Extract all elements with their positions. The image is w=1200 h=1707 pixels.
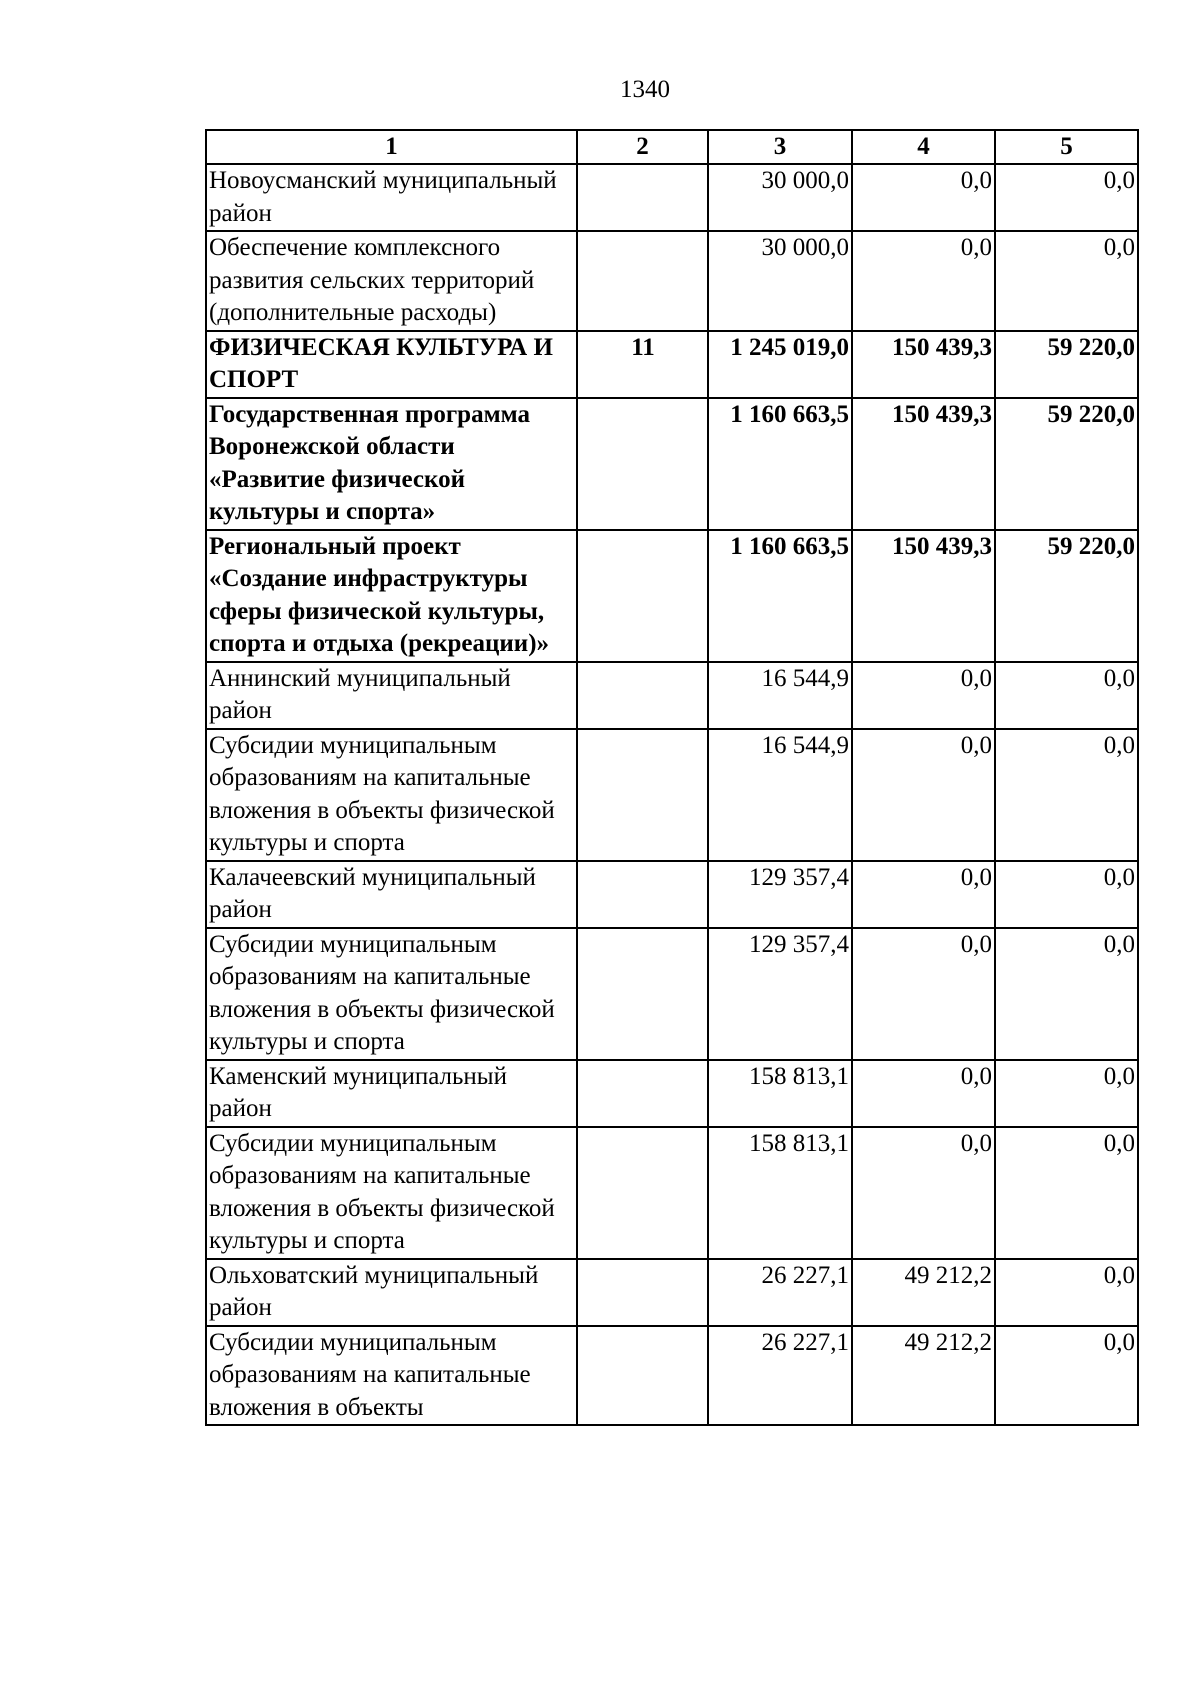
row-col5-cell: 0,0 (995, 1060, 1138, 1127)
header-cell-1: 1 (206, 130, 577, 164)
table-body (206, 164, 1138, 1425)
header-cell-2: 2 (577, 130, 708, 164)
row-name-cell: Калачеевский муниципальный район (206, 861, 577, 928)
row-col3-cell: 16 544,9 (708, 662, 852, 729)
row-col4-cell: 0,0 (852, 1127, 995, 1259)
row-code-cell (577, 1259, 708, 1326)
header-cell-5: 5 (995, 130, 1138, 164)
row-col3-cell: 1 245 019,0 (708, 331, 852, 398)
row-col5-cell: 0,0 (995, 1326, 1138, 1426)
table-row (206, 861, 1138, 928)
row-col3-cell: 30 000,0 (708, 231, 852, 331)
row-name-cell: Субсидии муниципальным образованиям на капитальные вложения в объекты физической культуры и спорта (206, 729, 577, 861)
row-col5-cell: 59 220,0 (995, 331, 1138, 398)
table-row (206, 331, 1138, 398)
table-row (206, 398, 1138, 530)
row-col4-cell: 0,0 (852, 164, 995, 231)
row-code-cell (577, 861, 708, 928)
table-row (206, 662, 1138, 729)
row-col5-cell: 0,0 (995, 729, 1138, 861)
row-col5-cell: 0,0 (995, 231, 1138, 331)
table-row (206, 1127, 1138, 1259)
table-row (206, 164, 1138, 231)
budget-table (205, 129, 1139, 1426)
row-col4-cell: 0,0 (852, 662, 995, 729)
row-name-cell: Субсидии муниципальным образованиям на капитальные вложения в объекты физической культуры и спорта (206, 1127, 577, 1259)
row-code-cell: 11 (577, 331, 708, 398)
row-code-cell (577, 662, 708, 729)
header-row (206, 130, 1138, 164)
row-col3-cell: 26 227,1 (708, 1259, 852, 1326)
row-name-cell: Каменский муниципальный район (206, 1060, 577, 1127)
row-col3-cell: 1 160 663,5 (708, 398, 852, 530)
row-col5-cell: 59 220,0 (995, 398, 1138, 530)
row-col3-cell: 1 160 663,5 (708, 530, 852, 662)
row-name-cell: Государственная программа Воронежской области «Развитие физической культуры и спорта» (206, 398, 577, 530)
row-code-cell (577, 231, 708, 331)
table-row (206, 530, 1138, 662)
row-col4-cell: 0,0 (852, 729, 995, 861)
row-name-cell: Субсидии муниципальным образованиям на капитальные вложения в объекты (206, 1326, 577, 1426)
row-code-cell (577, 164, 708, 231)
row-code-cell (577, 398, 708, 530)
row-col3-cell: 158 813,1 (708, 1060, 852, 1127)
row-col5-cell: 0,0 (995, 861, 1138, 928)
table-row (206, 231, 1138, 331)
row-col3-cell: 30 000,0 (708, 164, 852, 231)
row-name-cell: Ольховатский муниципальный район (206, 1259, 577, 1326)
row-code-cell (577, 530, 708, 662)
row-col4-cell: 49 212,2 (852, 1326, 995, 1426)
table-row (206, 1259, 1138, 1326)
header-cell-4: 4 (852, 130, 995, 164)
row-col3-cell: 16 544,9 (708, 729, 852, 861)
row-code-cell (577, 729, 708, 861)
row-code-cell (577, 1326, 708, 1426)
row-col4-cell: 150 439,3 (852, 331, 995, 398)
row-col5-cell: 0,0 (995, 1127, 1138, 1259)
row-col4-cell: 0,0 (852, 861, 995, 928)
table-row (206, 729, 1138, 861)
row-col3-cell: 158 813,1 (708, 1127, 852, 1259)
row-col4-cell: 0,0 (852, 1060, 995, 1127)
row-col4-cell: 49 212,2 (852, 1259, 995, 1326)
row-name-cell: Аннинский муниципальный район (206, 662, 577, 729)
row-col4-cell: 150 439,3 (852, 530, 995, 662)
row-code-cell (577, 928, 708, 1060)
row-col5-cell: 0,0 (995, 662, 1138, 729)
row-name-cell: Новоусманский муниципальный район (206, 164, 577, 231)
table-row (206, 1326, 1138, 1426)
row-col5-cell: 0,0 (995, 1259, 1138, 1326)
table-header (206, 130, 1138, 164)
row-col5-cell: 59 220,0 (995, 530, 1138, 662)
row-name-cell: Субсидии муниципальным образованиям на капитальные вложения в объекты физической культуры и спорта (206, 928, 577, 1060)
row-name-cell: ФИЗИЧЕСКАЯ КУЛЬТУРА И СПОРТ (206, 331, 577, 398)
row-col5-cell: 0,0 (995, 164, 1138, 231)
table-row (206, 1060, 1138, 1127)
row-code-cell (577, 1060, 708, 1127)
row-col4-cell: 0,0 (852, 231, 995, 331)
row-name-cell: Региональный проект «Создание инфраструктуры сферы физической культуры, спорта и отдыха (рекреации)» (206, 530, 577, 662)
row-col3-cell: 26 227,1 (708, 1326, 852, 1426)
row-name-cell: Обеспечение комплексного развития сельских территорий (дополнительные расходы) (206, 231, 577, 331)
row-col4-cell: 150 439,3 (852, 398, 995, 530)
page-number: 1340 (620, 76, 670, 103)
row-code-cell (577, 1127, 708, 1259)
header-cell-3: 3 (708, 130, 852, 164)
table-row (206, 928, 1138, 1060)
row-col4-cell: 0,0 (852, 928, 995, 1060)
row-col5-cell: 0,0 (995, 928, 1138, 1060)
row-col3-cell: 129 357,4 (708, 928, 852, 1060)
row-col3-cell: 129 357,4 (708, 861, 852, 928)
